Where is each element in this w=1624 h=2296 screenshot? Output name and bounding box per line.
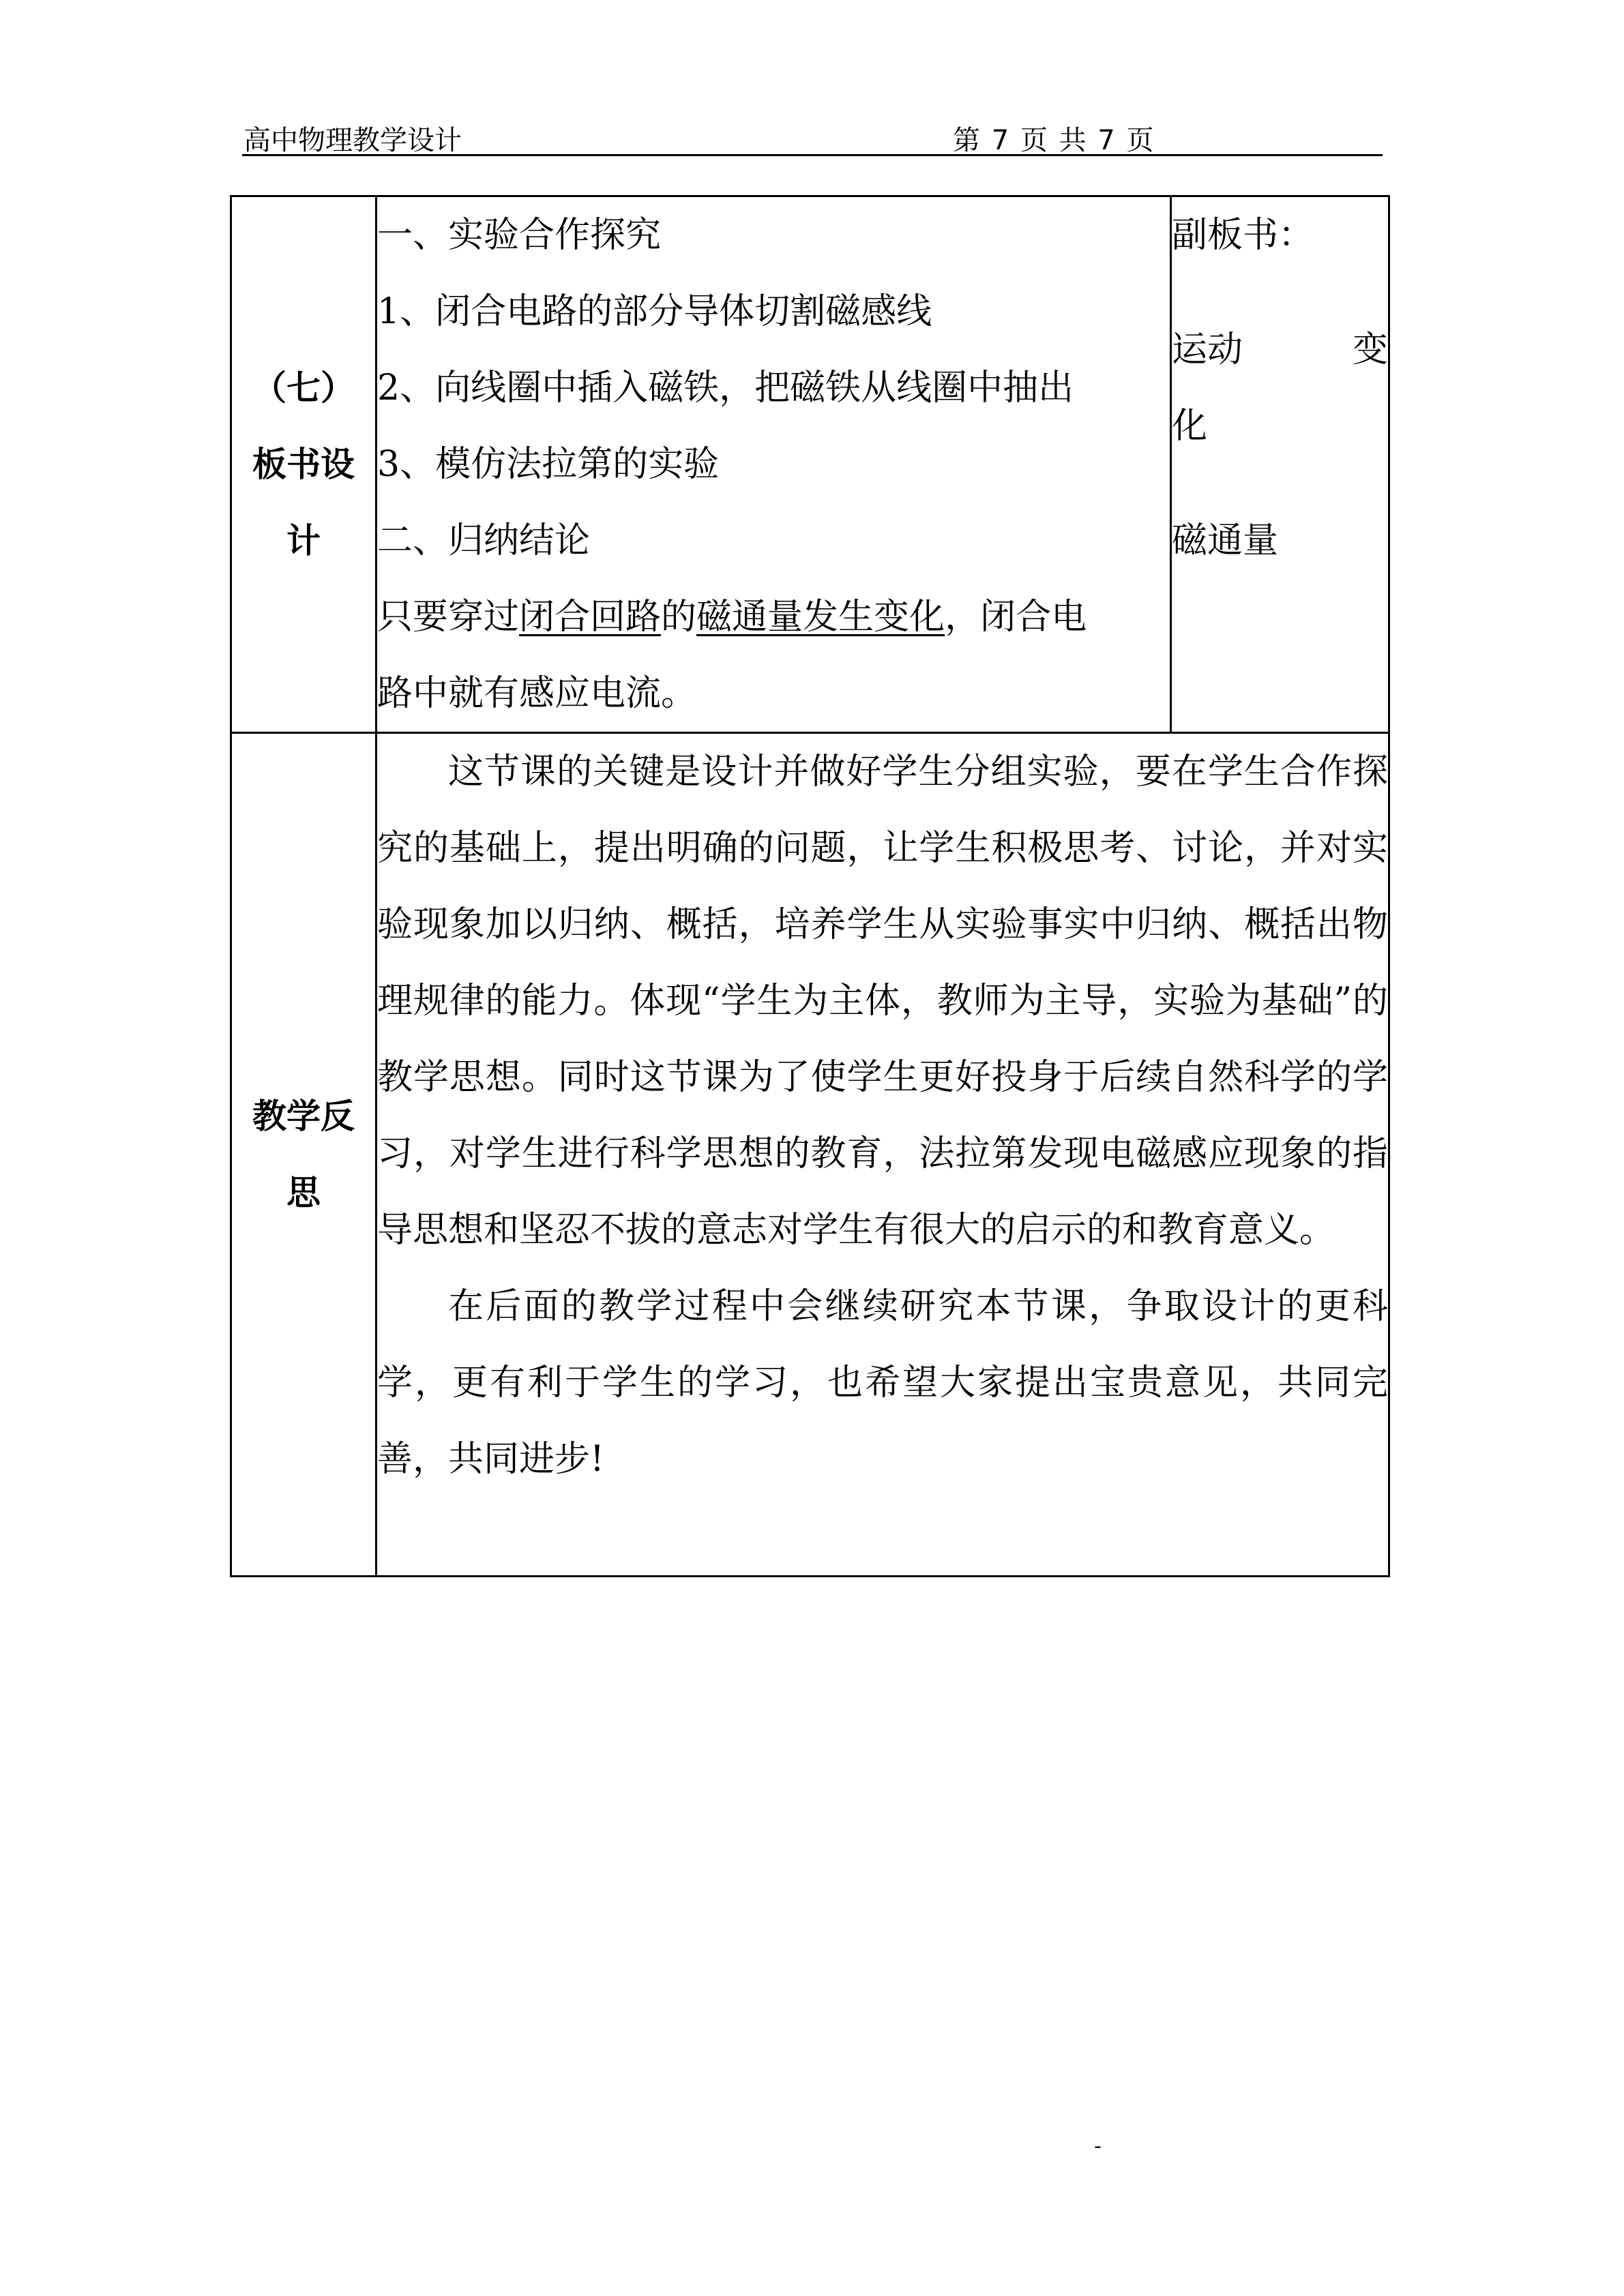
document-title: 高中物理教学设计 xyxy=(243,125,462,156)
secondary-board-note xyxy=(1171,196,1389,733)
board-design-label-line: 板书设 xyxy=(252,445,355,484)
secondary-board-word: 运动 xyxy=(1172,329,1243,370)
conclusion-text: 只要穿过 xyxy=(377,597,520,638)
reflection-paragraph: 在后面的教学过程中会继续研究本节课，争取设计的更科学，更有利于学生的学习，也希望大家提出宝贵意见，共同完善，共同进步! xyxy=(377,1286,1388,1480)
board-design-row xyxy=(231,196,1389,733)
board-line: 2、向线圈中插入磁铁，把磁铁从线圈中抽出 xyxy=(377,368,1074,408)
page-header xyxy=(242,115,1383,156)
board-line: 二、归纳结论 xyxy=(377,520,591,561)
secondary-board-title: 副板书： xyxy=(1172,215,1314,256)
conclusion-underlined-term: 闭合回路 xyxy=(519,597,662,638)
secondary-board-word: 化 xyxy=(1172,406,1208,447)
conclusion-line xyxy=(377,579,1170,655)
reflection-label xyxy=(231,733,377,1577)
reflection-content xyxy=(377,733,1389,1577)
conclusion-text: ，闭合电 xyxy=(945,597,1087,638)
lesson-table xyxy=(230,195,1390,1577)
board-design-label-line: （七） xyxy=(252,368,355,408)
board-design-content xyxy=(377,196,1171,733)
reflection-row xyxy=(231,733,1389,1577)
reflection-paragraph: 这节课的关键是设计并做好学生分组实验，要在学生合作探究的基础上，提出明确的问题，让学生积极思考、讨论，并对实验现象加以归纳、概括，培养学生从实验事实中归纳、概括出物理规律的能力。体现“学生为主体，教师为主导，实验为基础”的教学思想。同时这节课为了使学生更好投身于后续自然科学的学习，对学生进行科学思想的教育，法拉第发现电磁感应现象的指导思想和坚忍不拔的意志对学生有很大的启示的和教育意义。 xyxy=(377,751,1388,1251)
board-design-label-line: 计 xyxy=(286,521,321,561)
board-line: 3、模仿法拉第的实验 xyxy=(377,444,720,485)
footer-mark: - xyxy=(1094,2134,1102,2158)
conclusion-line: 路中就有感应电流。 xyxy=(377,673,697,714)
board-line: 1、闭合电路的部分导体切割磁感线 xyxy=(377,291,932,332)
reflection-label-line: 思 xyxy=(286,1173,321,1212)
secondary-board-line xyxy=(1172,312,1388,388)
board-line: 一、实验合作探究 xyxy=(377,215,662,256)
conclusion-underlined-term: 磁通量发生变化 xyxy=(696,597,945,638)
conclusion-text: 的 xyxy=(661,597,697,638)
reflection-label-line: 教学反 xyxy=(252,1097,355,1136)
board-design-label xyxy=(231,196,377,733)
secondary-board-word: 变 xyxy=(1352,329,1388,370)
secondary-board-word: 磁通量 xyxy=(1172,520,1279,561)
page-number: 第 7 页 共 7 页 xyxy=(953,125,1155,156)
